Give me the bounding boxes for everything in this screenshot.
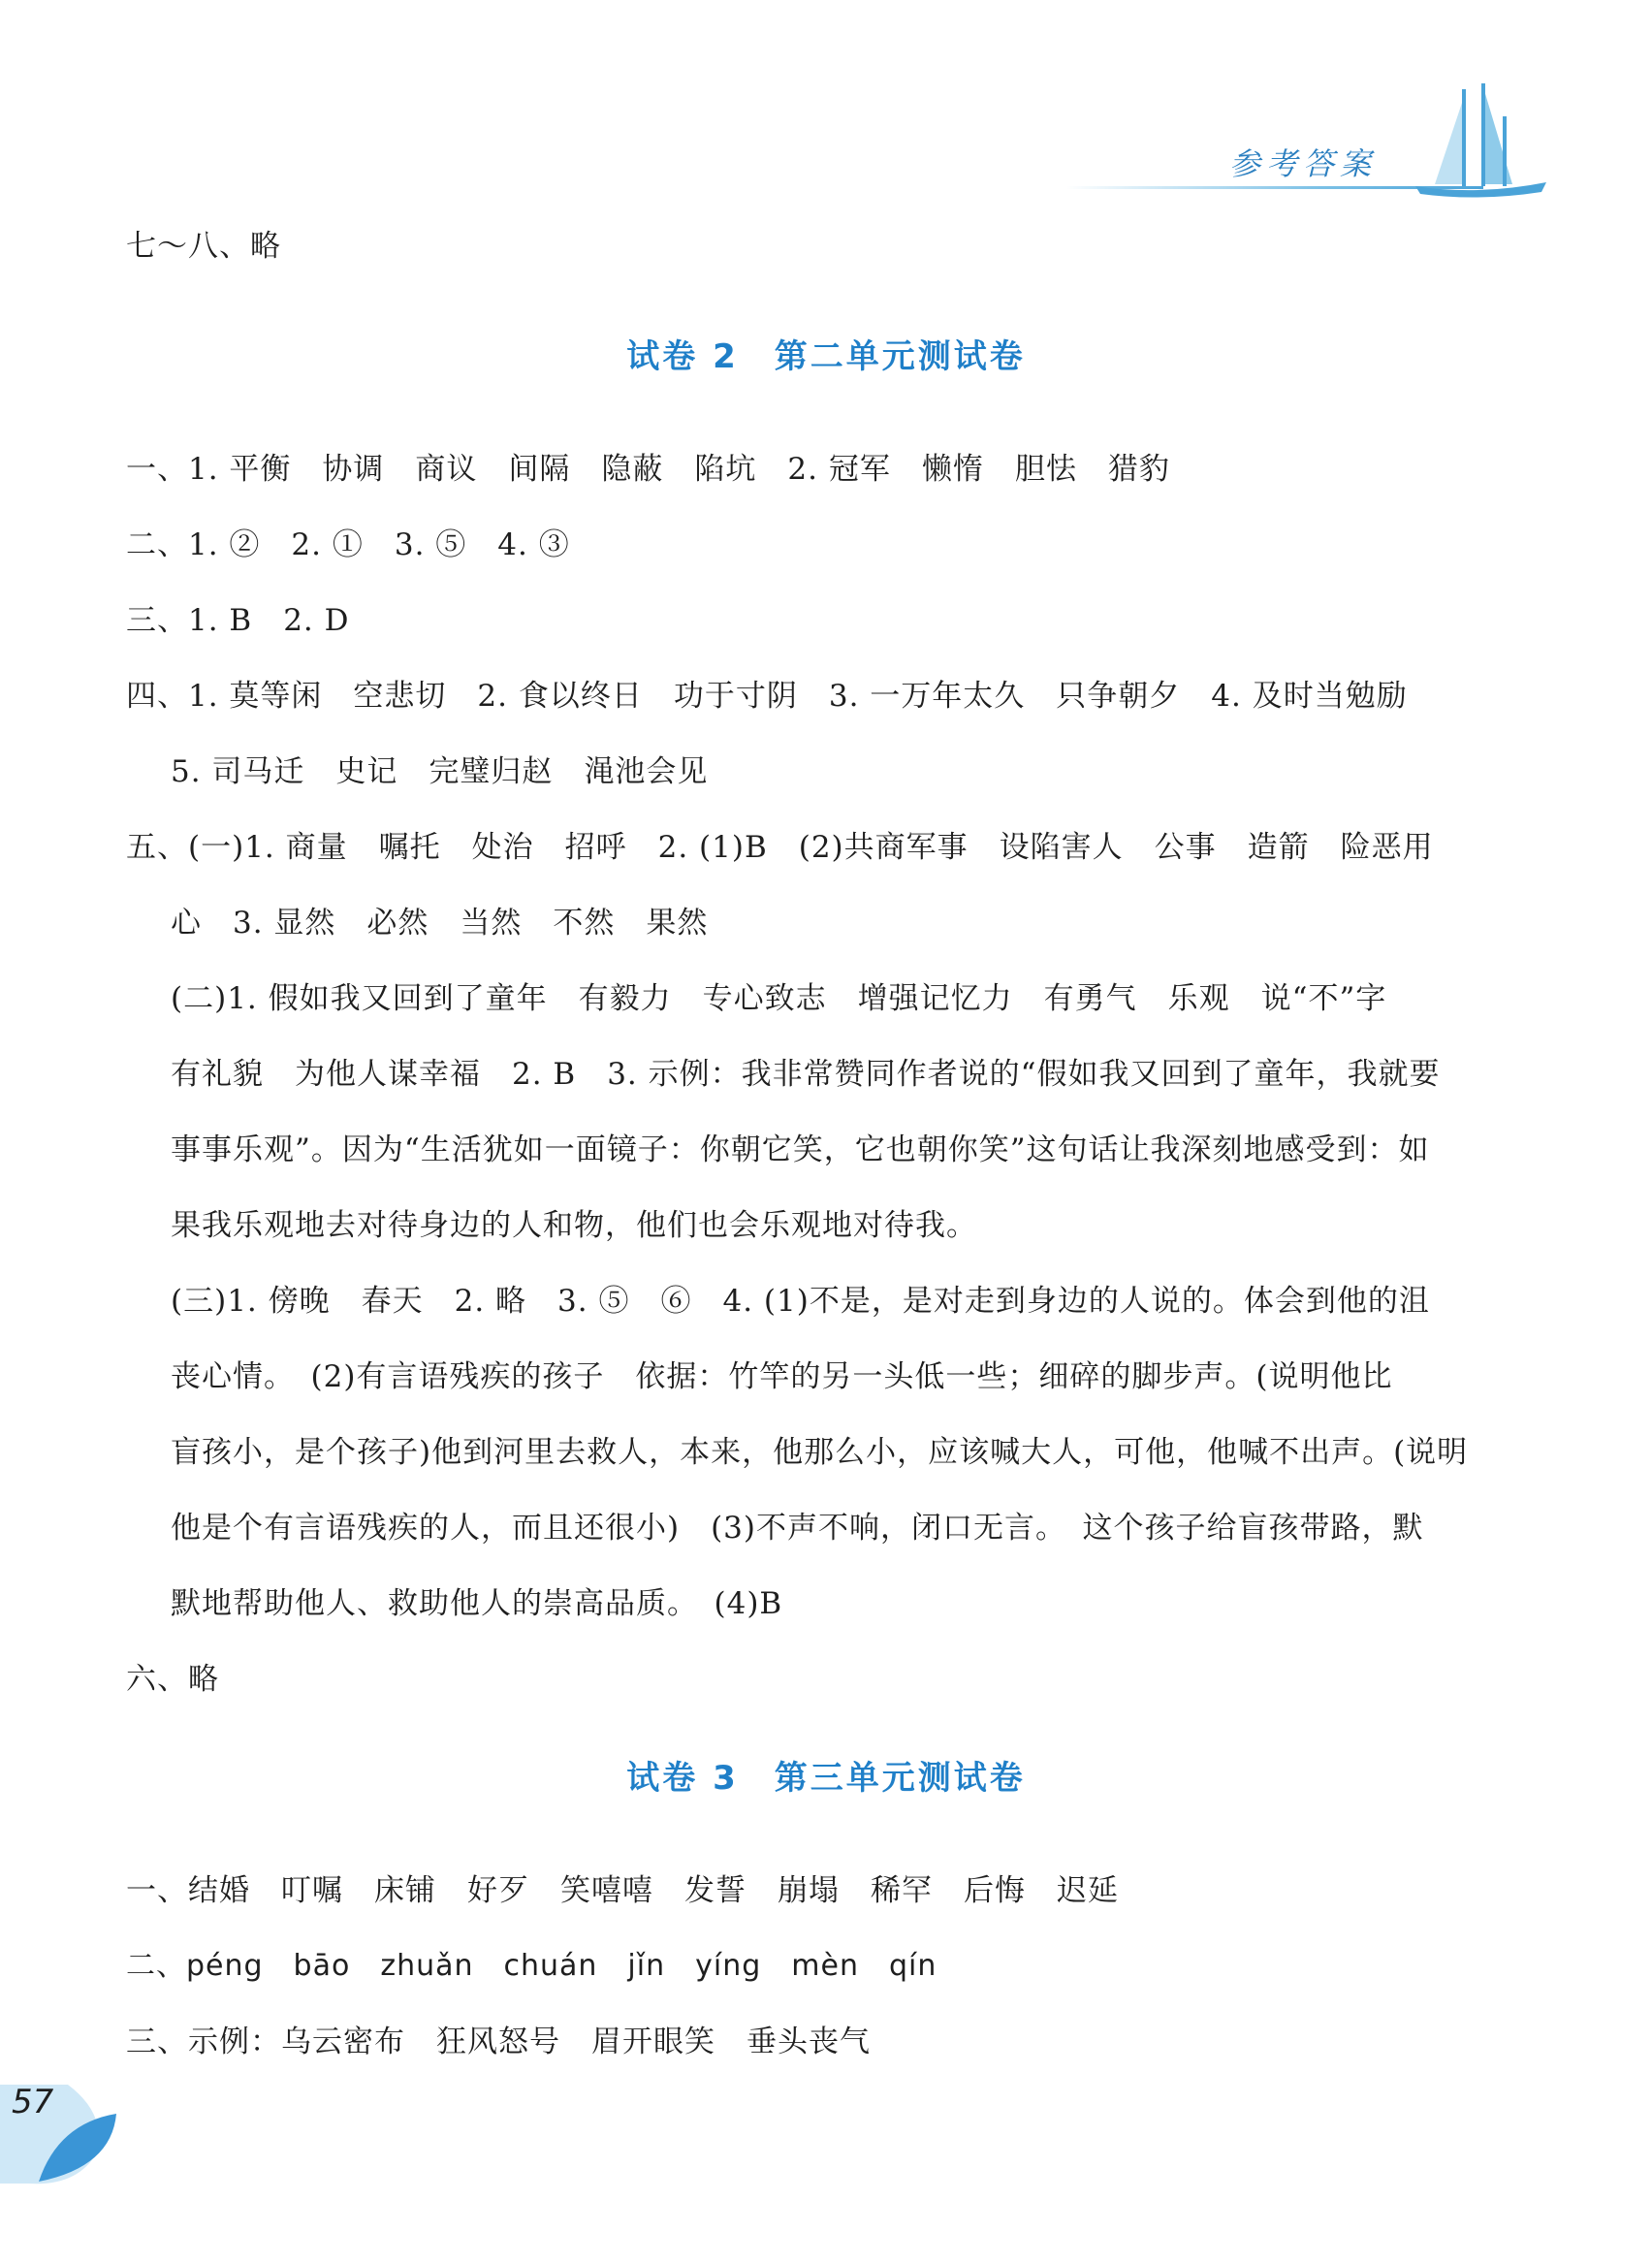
answer-line: 四、1. 莫等闲 空悲切 2. 食以终日 功于寸阴 3. 一万年太久 只争朝夕 4. 及时当勉励	[126, 679, 1408, 714]
answer-line: 有礼貌 为他人谋幸福 2. B 3. 示例：我非常赞同作者说的“假如我又回到了童年，我就要	[171, 1057, 1441, 1092]
answer-line: 心 3. 显然 必然 当然 不然 果然	[171, 906, 709, 941]
sailboat-icon	[1406, 78, 1551, 204]
page-header	[1008, 78, 1551, 204]
answer-line: 二、péng bāo zhuǎn chuán jǐn yíng mèn qín	[126, 1949, 937, 1983]
answer-line: (二)1. 假如我又回到了童年 有毅力 专心致志 增强记忆力 有勇气 乐观 说“不”字	[171, 981, 1387, 1016]
answer-line: (三)1. 傍晚 春天 2. 略 3. ⑤ ⑥ 4. (1)不是，是对走到身边的人说的。体会到他的沮	[171, 1284, 1430, 1319]
header-label: 参考答案	[1228, 145, 1377, 182]
answer-line: 5. 司马迁 史记 完璧归赵 渑池会见	[171, 754, 709, 789]
answer-line: 盲孩小，是个孩子)他到河里去救人，本来，他那么小，应该喊大人，可他，他喊不出声。(说明	[171, 1435, 1469, 1470]
answer-line: 丧心情。 (2)有言语残疾的孩子 依据：竹竿的另一头低一些；细碎的脚步声。(说明他比	[171, 1359, 1393, 1394]
section2-title: 试卷 2 第二单元测试卷	[626, 337, 1026, 376]
page-number: 57	[12, 2083, 54, 2121]
answer-line: 事事乐观”。因为“生活犹如一面镜子：你朝它笑，它也朝你笑”这句话让我深刻地感受到：如	[171, 1132, 1430, 1167]
answer-line: 五、(一)1. 商量 嘱托 处治 招呼 2. (1)B (2)共商军事 设陷害人 公事 造箭 险恶用	[126, 830, 1434, 865]
answer-line: 一、结婚 叮嘱 床铺 好歹 笑嘻嘻 发誓 崩塌 稀罕 后悔 迟延	[126, 1873, 1119, 1908]
answer-line: 一、1. 平衡 协调 商议 间隔 隐蔽 陷坑 2. 冠军 懒惰 胆怯 猎豹	[126, 452, 1170, 487]
answer-line: 他是个有言语残疾的人，而且还很小) (3)不声不响，闭口无言。 这个孩子给盲孩带路，默	[171, 1511, 1424, 1546]
intro-line: 七～八、略	[126, 229, 281, 264]
answer-line: 三、示例：乌云密布 狂风怒号 眉开眼笑 垂头丧气	[126, 2025, 871, 2059]
answer-line: 果我乐观地去对待身边的人和物，他们也会乐观地对待我。	[171, 1208, 977, 1243]
section3-title: 试卷 3 第三单元测试卷	[626, 1759, 1026, 1798]
answer-line: 三、1. B 2. D	[126, 603, 350, 638]
answer-line: 默地帮助他人、救助他人的崇高品质。 (4)B	[171, 1586, 783, 1621]
answer-line: 六、略	[126, 1662, 219, 1697]
answer-line: 二、1. ② 2. ① 3. ⑤ 4. ③	[126, 527, 570, 562]
